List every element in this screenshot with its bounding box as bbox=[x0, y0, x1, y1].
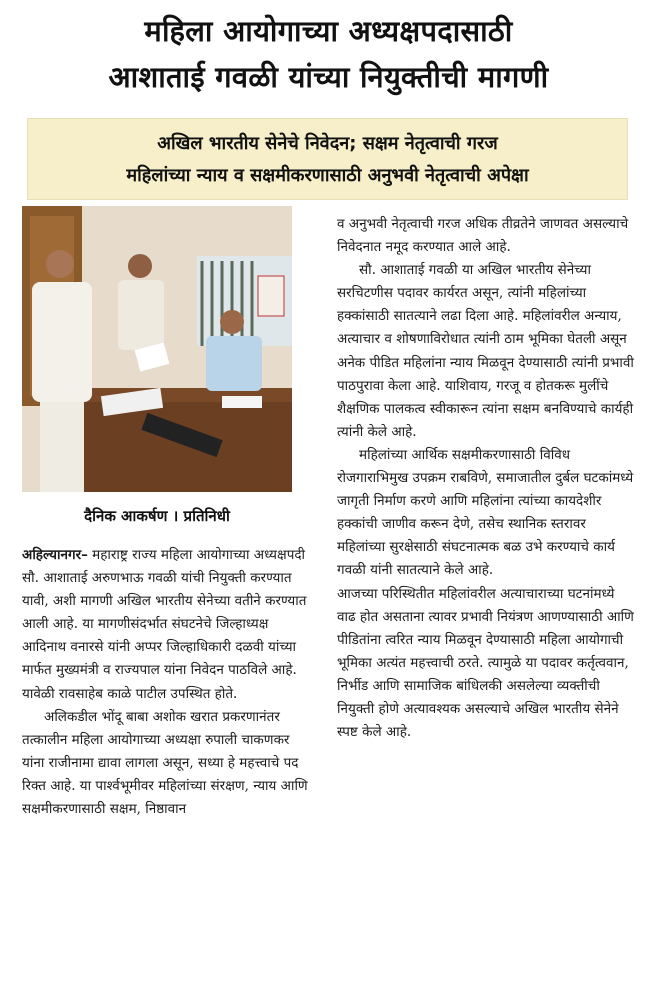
subheadline-line-1: अखिल भारतीय सेनेचे निवेदन; सक्षम नेतृत्वाची गरज bbox=[157, 133, 498, 154]
article-paragraph: सौ. आशाताई गवळी या अखिल भारतीय सेनेच्या सरचिटणीस पदावर कार्यरत असून, त्यांनी महिलांच्या हक्कांसाठी सातत्याने लढा दिला आहे. महिलांवरील अन्याय, अत्याचार व शोषणाविरोधात त्यांनी ठाम भूमिका घेतली असून अनेक पीडित महिलांना न्याय मिळवून देण्यासाठी त्यांनी प्रभावी पाठपुरावा केला आहे. याशिवाय, गरजू व होतकरू मुलींचे शैक्षणिक पालकत्व स्वीकारून त्यांना सक्षम बनविण्याचे कार्यही त्यांनी केले आहे. bbox=[337, 262, 634, 440]
headline bbox=[0, 8, 657, 100]
subheadline-box bbox=[27, 118, 628, 200]
article-paragraph: महिलांच्या आर्थिक सक्षमीकरणासाठी विविध रोजगाराभिमुख उपक्रम राबविणे, समाजातील दुर्बल घटकांमध्ये जागृती निर्माण करणे आणि महिलांना त्यांच्या कायदेशीर हक्कांची जाणीव करून देणे, तसेच स्थानिक स्तरावर महिलांच्या सुरक्षेसाठी संघटनात्मक बळ उभे करण्याचे कार्य गवळी यांनी सातत्याने केले आहे. bbox=[337, 446, 634, 579]
article-column-2 bbox=[337, 213, 635, 744]
paragraph-text: महाराष्ट्र राज्य महिला आयोगाच्या अध्यक्षपदी सौ. आशाताई अरुणभाऊ गवळी यांची नियुक्ती करण्यात यावी, अशी मागणी अखिल भारतीय सेनेच्या वतीने करण्यात आली आहे. या मागणीसंदर्भात संघटनेचे जिल्हाध्यक्ष आदिनाथ वनारसे यांनी अप्पर जिल्हाधिकारी दळवी यांच्या मार्फत मुख्यमंत्री व राज्यपाल यांना निवेदन पाठविले आहे. यावेळी रावसाहेब काळे पाटील उपस्थित होते. bbox=[22, 547, 307, 702]
headline-line-1: महिला आयोगाच्या अध्यक्षपदासाठी bbox=[144, 14, 513, 48]
office-scene-illustration bbox=[22, 206, 292, 492]
article-column-1 bbox=[22, 544, 314, 821]
news-photo bbox=[22, 206, 292, 492]
article-paragraph: अलिकडील भोंदू बाबा अशोक खरात प्रकरणानंतर तत्कालीन महिला आयोगाच्या अध्यक्षा रुपाली चाकणकर यांना राजीनामा द्यावा लागला असून, सध्या हे महत्त्वाचे पद रिक्त आहे. या पार्श्वभूमीवर महिलांच्या संरक्षण, न्याय आणि सक्षमीकरणासाठी सक्षम, निष्ठावान bbox=[22, 708, 308, 818]
photo-caption: दैनिक आकर्षण । प्रतिनिधी bbox=[84, 507, 230, 525]
article-paragraph: आजच्या परिस्थितीत महिलांवरील अत्याचाराच्या घटनांमध्ये वाढ होत असताना त्यावर प्रभावी नियंत्रण आणण्यासाठी आणि पीडितांना त्वरित न्याय मिळवून देण्यासाठी महिला आयोगाची भूमिका अत्यंत महत्त्वाची ठरते. त्यामुळे या पदावर कर्तृत्ववान, निर्भीड आणि सामाजिक बांधिलकी असलेल्या व्यक्तीची नियुक्ती होणे अत्यावश्यक असल्याचे अखिल भारतीय सेनेने स्पष्ट केले आहे. bbox=[337, 585, 634, 741]
article-paragraph: व अनुभवी नेतृत्वाची गरज अधिक तीव्रतेने जाणवत असल्याचे निवेदनात नमूद करण्यात आले आहे. bbox=[337, 216, 629, 256]
dateline: अहिल्यानगर– bbox=[22, 547, 88, 563]
article-paragraph bbox=[22, 544, 314, 706]
subheadline-line-2: महिलांच्या न्याय व सक्षमीकरणासाठी अनुभवी नेतृत्वाची अपेक्षा bbox=[126, 165, 529, 186]
headline-line-2: आशाताई गवळी यांच्या नियुक्तीची मागणी bbox=[108, 60, 549, 94]
